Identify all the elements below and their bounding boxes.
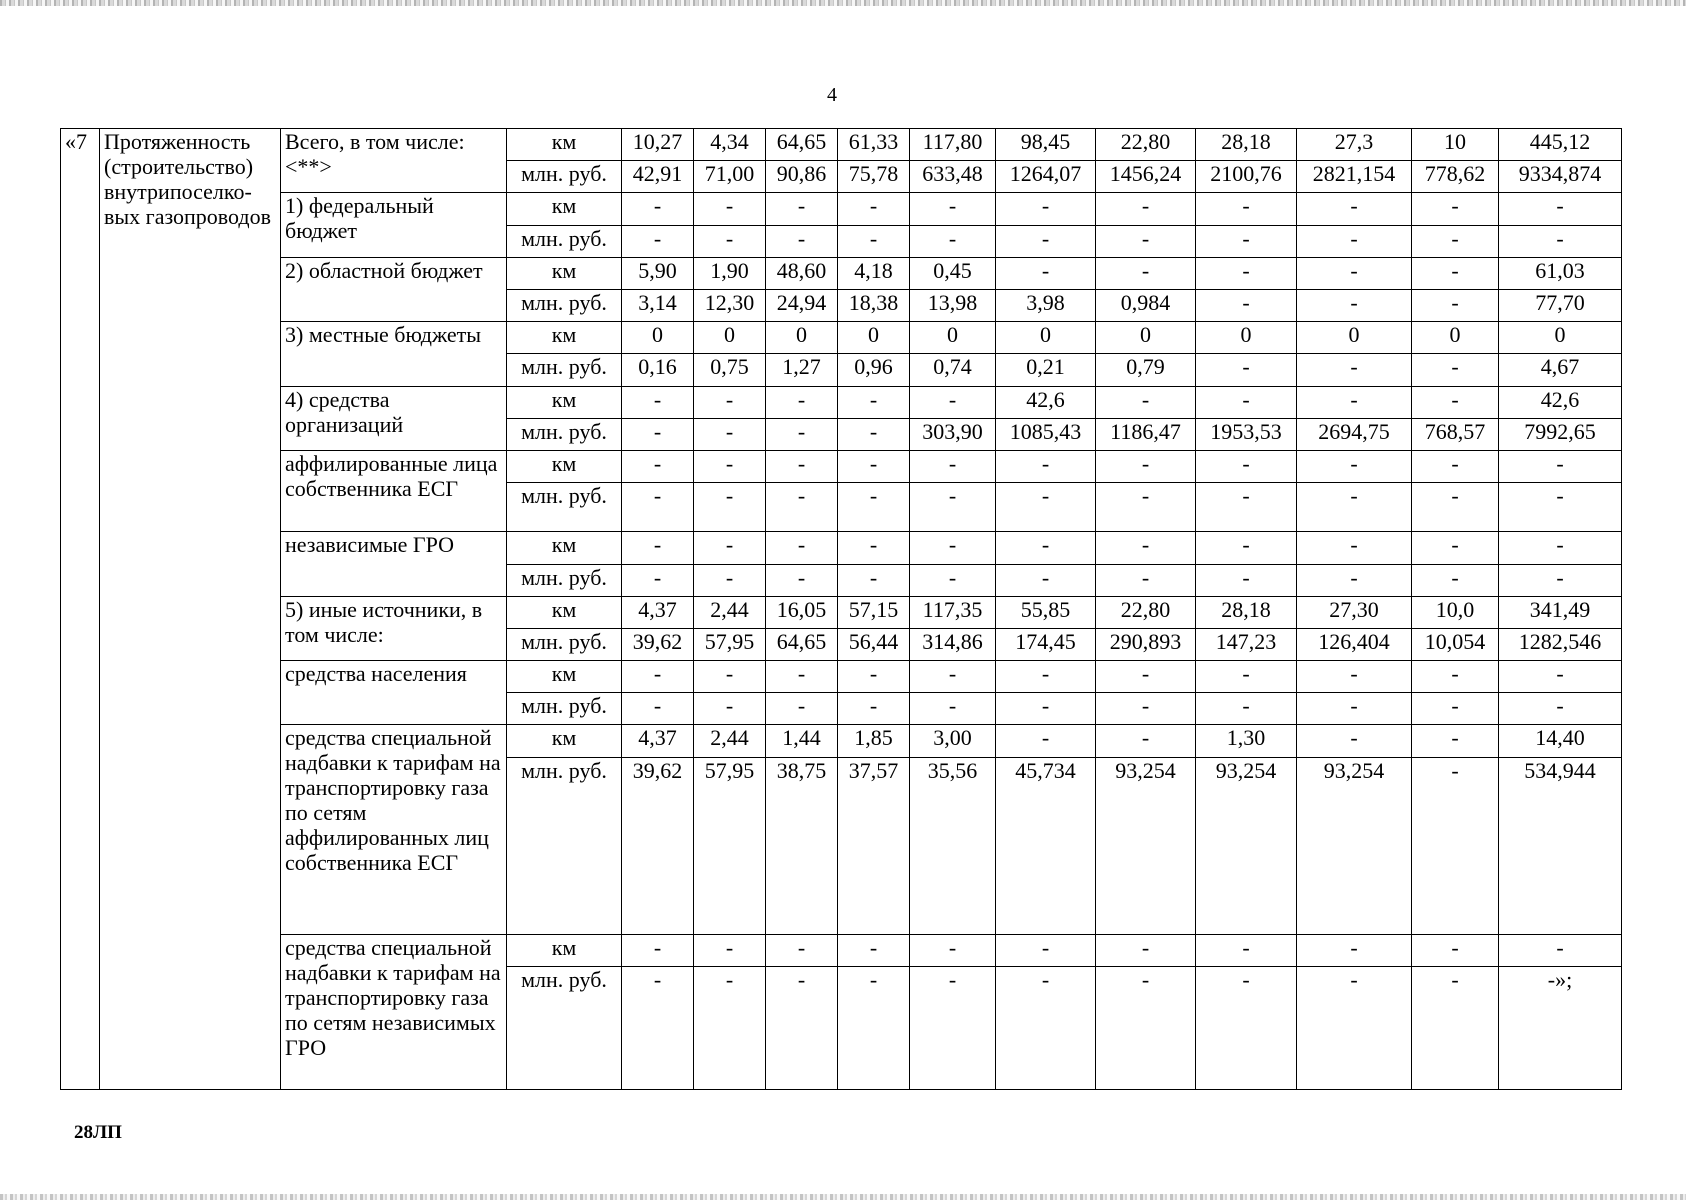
- value-cell: -: [1297, 289, 1412, 321]
- value-cell: -: [622, 418, 694, 450]
- value-cell: 445,12: [1499, 129, 1622, 161]
- value-cell: 35,56: [910, 757, 996, 934]
- unit-cell: км: [507, 532, 622, 564]
- value-cell: 0: [996, 322, 1096, 354]
- value-cell: -: [1196, 354, 1297, 386]
- value-cell: 290,893: [1096, 628, 1196, 660]
- value-cell: 28,18: [1196, 129, 1297, 161]
- table-row: [61, 322, 1622, 354]
- value-cell: -: [996, 661, 1096, 693]
- source-cell: 4) средства организаций: [281, 386, 507, 450]
- value-cell: -: [1096, 693, 1196, 725]
- value-cell: -»;: [1499, 966, 1622, 1089]
- value-cell: -: [1297, 193, 1412, 225]
- value-cell: 3,98: [996, 289, 1096, 321]
- value-cell: 7992,65: [1499, 418, 1622, 450]
- value-cell: -: [1297, 386, 1412, 418]
- value-cell: 42,6: [996, 386, 1096, 418]
- value-cell: 0: [1297, 322, 1412, 354]
- value-cell: 64,65: [766, 628, 838, 660]
- value-cell: 4,18: [838, 257, 910, 289]
- value-cell: -: [1196, 532, 1297, 564]
- value-cell: 64,65: [766, 129, 838, 161]
- value-cell: -: [694, 193, 766, 225]
- value-cell: 42,6: [1499, 386, 1622, 418]
- value-cell: 126,404: [1297, 628, 1412, 660]
- value-cell: 4,67: [1499, 354, 1622, 386]
- value-cell: -: [1412, 354, 1499, 386]
- value-cell: -: [1297, 934, 1412, 966]
- value-cell: 0: [1196, 322, 1297, 354]
- row-number: «7: [61, 129, 100, 1090]
- value-cell: 2100,76: [1196, 161, 1297, 193]
- value-cell: -: [1412, 693, 1499, 725]
- value-cell: 18,38: [838, 289, 910, 321]
- value-cell: 1282,546: [1499, 628, 1622, 660]
- value-cell: -: [1297, 532, 1412, 564]
- value-cell: -: [838, 483, 910, 532]
- value-cell: -: [622, 966, 694, 1089]
- value-cell: 1085,43: [996, 418, 1096, 450]
- value-cell: -: [1196, 483, 1297, 532]
- value-cell: 0,96: [838, 354, 910, 386]
- value-cell: 57,95: [694, 628, 766, 660]
- value-cell: -: [838, 418, 910, 450]
- value-cell: -: [838, 934, 910, 966]
- value-cell: 10,0: [1412, 596, 1499, 628]
- value-cell: -: [1412, 289, 1499, 321]
- value-cell: 0: [1096, 322, 1196, 354]
- value-cell: -: [1196, 193, 1297, 225]
- value-cell: -: [1499, 532, 1622, 564]
- value-cell: -: [694, 386, 766, 418]
- value-cell: 24,94: [766, 289, 838, 321]
- source-cell: 3) местные бюджеты: [281, 322, 507, 386]
- value-cell: -: [1096, 532, 1196, 564]
- value-cell: 10: [1412, 129, 1499, 161]
- value-cell: -: [838, 532, 910, 564]
- value-cell: -: [1412, 757, 1499, 934]
- source-cell: 1) федеральный бюджет: [281, 193, 507, 257]
- value-cell: -: [622, 564, 694, 596]
- value-cell: -: [694, 225, 766, 257]
- value-cell: 117,80: [910, 129, 996, 161]
- unit-cell: млн. руб.: [507, 161, 622, 193]
- value-cell: -: [1096, 225, 1196, 257]
- value-cell: 10,27: [622, 129, 694, 161]
- value-cell: 0: [766, 322, 838, 354]
- value-cell: -: [838, 225, 910, 257]
- value-cell: -: [1096, 934, 1196, 966]
- value-cell: 768,57: [1412, 418, 1499, 450]
- unit-cell: млн. руб.: [507, 354, 622, 386]
- value-cell: -: [996, 934, 1096, 966]
- value-cell: 1264,07: [996, 161, 1096, 193]
- value-cell: 71,00: [694, 161, 766, 193]
- value-cell: -: [1412, 661, 1499, 693]
- value-cell: -: [910, 532, 996, 564]
- value-cell: 27,30: [1297, 596, 1412, 628]
- unit-cell: км: [507, 386, 622, 418]
- unit-cell: км: [507, 450, 622, 482]
- value-cell: -: [622, 483, 694, 532]
- source-cell: Всего, в том числе: <**>: [281, 129, 507, 193]
- value-cell: -: [1196, 564, 1297, 596]
- unit-cell: км: [507, 322, 622, 354]
- value-cell: 314,86: [910, 628, 996, 660]
- value-cell: -: [1499, 225, 1622, 257]
- value-cell: 2821,154: [1297, 161, 1412, 193]
- value-cell: 0,74: [910, 354, 996, 386]
- value-cell: -: [996, 193, 1096, 225]
- value-cell: -: [694, 483, 766, 532]
- value-cell: -: [694, 693, 766, 725]
- value-cell: 98,45: [996, 129, 1096, 161]
- value-cell: 4,34: [694, 129, 766, 161]
- value-cell: -: [622, 532, 694, 564]
- table-row: [61, 725, 1622, 757]
- scan-edge-top: [0, 0, 1686, 6]
- value-cell: -: [1297, 483, 1412, 532]
- value-cell: -: [694, 450, 766, 482]
- value-cell: -: [1196, 225, 1297, 257]
- value-cell: -: [622, 450, 694, 482]
- value-cell: -: [694, 966, 766, 1089]
- source-cell: средства населения: [281, 661, 507, 725]
- unit-cell: млн. руб.: [507, 757, 622, 934]
- value-cell: -: [622, 934, 694, 966]
- value-cell: 5,90: [622, 257, 694, 289]
- value-cell: 77,70: [1499, 289, 1622, 321]
- value-cell: -: [1196, 966, 1297, 1089]
- value-cell: 0,21: [996, 354, 1096, 386]
- unit-cell: млн. руб.: [507, 289, 622, 321]
- value-cell: -: [1196, 693, 1297, 725]
- value-cell: -: [1499, 661, 1622, 693]
- value-cell: 38,75: [766, 757, 838, 934]
- value-cell: 174,45: [996, 628, 1096, 660]
- value-cell: -: [1297, 966, 1412, 1089]
- value-cell: -: [1297, 450, 1412, 482]
- value-cell: -: [622, 661, 694, 693]
- table-row: [61, 257, 1622, 289]
- value-cell: 16,05: [766, 596, 838, 628]
- value-cell: 57,95: [694, 757, 766, 934]
- value-cell: -: [1297, 225, 1412, 257]
- value-cell: 3,00: [910, 725, 996, 757]
- value-cell: -: [1297, 725, 1412, 757]
- value-cell: 0,75: [694, 354, 766, 386]
- table-row: [61, 532, 1622, 564]
- value-cell: -: [766, 483, 838, 532]
- value-cell: 56,44: [838, 628, 910, 660]
- value-cell: 28,18: [1196, 596, 1297, 628]
- value-cell: -: [1499, 564, 1622, 596]
- value-cell: -: [996, 225, 1096, 257]
- value-cell: -: [838, 386, 910, 418]
- value-cell: -: [622, 386, 694, 418]
- value-cell: -: [1096, 725, 1196, 757]
- value-cell: -: [838, 564, 910, 596]
- value-cell: 633,48: [910, 161, 996, 193]
- value-cell: -: [1412, 966, 1499, 1089]
- value-cell: -: [1196, 450, 1297, 482]
- value-cell: 0: [910, 322, 996, 354]
- value-cell: 45,734: [996, 757, 1096, 934]
- value-cell: 0,984: [1096, 289, 1196, 321]
- value-cell: -: [1297, 661, 1412, 693]
- value-cell: 14,40: [1499, 725, 1622, 757]
- value-cell: 90,86: [766, 161, 838, 193]
- value-cell: -: [996, 564, 1096, 596]
- value-cell: -: [996, 257, 1096, 289]
- unit-cell: км: [507, 257, 622, 289]
- value-cell: 2694,75: [1297, 418, 1412, 450]
- value-cell: -: [766, 661, 838, 693]
- value-cell: 1,30: [1196, 725, 1297, 757]
- value-cell: -: [694, 418, 766, 450]
- value-cell: 0: [838, 322, 910, 354]
- value-cell: 2,44: [694, 725, 766, 757]
- value-cell: 42,91: [622, 161, 694, 193]
- source-cell: 5) иные источники, в том числе:: [281, 596, 507, 660]
- source-cell: независимые ГРО: [281, 532, 507, 596]
- value-cell: -: [1196, 934, 1297, 966]
- value-cell: -: [766, 564, 838, 596]
- value-cell: -: [1499, 450, 1622, 482]
- value-cell: 0,16: [622, 354, 694, 386]
- value-cell: 0,79: [1096, 354, 1196, 386]
- value-cell: -: [1196, 661, 1297, 693]
- value-cell: 39,62: [622, 628, 694, 660]
- indicator-cell: Протяженность (строительство) внутрипоселко-вых газопроводов: [100, 129, 281, 1090]
- value-cell: 0: [1412, 322, 1499, 354]
- value-cell: -: [1096, 386, 1196, 418]
- value-cell: -: [1499, 693, 1622, 725]
- source-cell: 2) областной бюджет: [281, 257, 507, 321]
- value-cell: -: [1499, 193, 1622, 225]
- scan-edge-bottom: [0, 1194, 1686, 1200]
- value-cell: -: [910, 225, 996, 257]
- value-cell: -: [910, 483, 996, 532]
- value-cell: 39,62: [622, 757, 694, 934]
- value-cell: -: [910, 966, 996, 1089]
- value-cell: -: [1096, 661, 1196, 693]
- value-cell: -: [996, 483, 1096, 532]
- value-cell: -: [838, 450, 910, 482]
- value-cell: -: [766, 450, 838, 482]
- value-cell: -: [1096, 483, 1196, 532]
- value-cell: -: [1096, 450, 1196, 482]
- unit-cell: млн. руб.: [507, 628, 622, 660]
- value-cell: -: [996, 693, 1096, 725]
- unit-cell: км: [507, 661, 622, 693]
- value-cell: -: [838, 661, 910, 693]
- value-cell: -: [1297, 564, 1412, 596]
- table-row: [61, 386, 1622, 418]
- value-cell: 1,27: [766, 354, 838, 386]
- value-cell: 2,44: [694, 596, 766, 628]
- funding-table: [60, 128, 1622, 1090]
- value-cell: 1953,53: [1196, 418, 1297, 450]
- value-cell: -: [996, 966, 1096, 1089]
- value-cell: -: [910, 934, 996, 966]
- value-cell: 37,57: [838, 757, 910, 934]
- value-cell: 27,3: [1297, 129, 1412, 161]
- value-cell: -: [996, 725, 1096, 757]
- value-cell: 1,85: [838, 725, 910, 757]
- value-cell: -: [1412, 934, 1499, 966]
- value-cell: -: [694, 661, 766, 693]
- value-cell: -: [1412, 483, 1499, 532]
- source-cell: средства специальной надбавки к тарифам на транспортировку газа по сетям аффилированных лиц собственника ЕСГ: [281, 725, 507, 934]
- value-cell: 341,49: [1499, 596, 1622, 628]
- value-cell: -: [1412, 193, 1499, 225]
- value-cell: 93,254: [1096, 757, 1196, 934]
- value-cell: -: [1096, 193, 1196, 225]
- value-cell: -: [766, 225, 838, 257]
- value-cell: 61,03: [1499, 257, 1622, 289]
- value-cell: -: [910, 661, 996, 693]
- value-cell: -: [766, 693, 838, 725]
- value-cell: -: [1196, 289, 1297, 321]
- value-cell: 1,90: [694, 257, 766, 289]
- value-cell: 1,44: [766, 725, 838, 757]
- value-cell: -: [1412, 725, 1499, 757]
- table-row: [61, 129, 1622, 161]
- value-cell: -: [838, 193, 910, 225]
- value-cell: 0,45: [910, 257, 996, 289]
- value-cell: -: [766, 193, 838, 225]
- value-cell: -: [622, 693, 694, 725]
- value-cell: -: [766, 532, 838, 564]
- value-cell: 93,254: [1196, 757, 1297, 934]
- value-cell: -: [766, 418, 838, 450]
- unit-cell: км: [507, 596, 622, 628]
- value-cell: 12,30: [694, 289, 766, 321]
- value-cell: 48,60: [766, 257, 838, 289]
- value-cell: -: [1297, 257, 1412, 289]
- value-cell: 0: [694, 322, 766, 354]
- value-cell: 61,33: [838, 129, 910, 161]
- value-cell: -: [694, 934, 766, 966]
- source-cell: средства специальной надбавки к тарифам на транспортировку газа по сетям независимых ГРО: [281, 934, 507, 1089]
- value-cell: 57,15: [838, 596, 910, 628]
- value-cell: -: [910, 193, 996, 225]
- value-cell: -: [1297, 693, 1412, 725]
- value-cell: 0: [622, 322, 694, 354]
- table-row: [61, 934, 1622, 966]
- value-cell: 303,90: [910, 418, 996, 450]
- value-cell: -: [694, 564, 766, 596]
- value-cell: -: [838, 966, 910, 1089]
- unit-cell: км: [507, 193, 622, 225]
- value-cell: 93,254: [1297, 757, 1412, 934]
- value-cell: 0: [1499, 322, 1622, 354]
- value-cell: -: [996, 450, 1096, 482]
- value-cell: -: [1499, 934, 1622, 966]
- value-cell: -: [1096, 257, 1196, 289]
- value-cell: -: [1412, 225, 1499, 257]
- value-cell: 9334,874: [1499, 161, 1622, 193]
- unit-cell: млн. руб.: [507, 483, 622, 532]
- value-cell: -: [1412, 564, 1499, 596]
- source-cell: аффилированные лица собственника ЕСГ: [281, 450, 507, 531]
- table-row: [61, 193, 1622, 225]
- unit-cell: млн. руб.: [507, 564, 622, 596]
- page-number: 4: [827, 84, 837, 106]
- value-cell: -: [1412, 257, 1499, 289]
- value-cell: -: [1499, 483, 1622, 532]
- value-cell: -: [694, 532, 766, 564]
- value-cell: -: [1096, 966, 1196, 1089]
- value-cell: -: [1096, 564, 1196, 596]
- value-cell: -: [766, 934, 838, 966]
- value-cell: -: [766, 966, 838, 1089]
- value-cell: 147,23: [1196, 628, 1297, 660]
- value-cell: -: [996, 532, 1096, 564]
- value-cell: 1186,47: [1096, 418, 1196, 450]
- value-cell: -: [622, 225, 694, 257]
- unit-cell: км: [507, 934, 622, 966]
- value-cell: -: [910, 450, 996, 482]
- value-cell: 534,944: [1499, 757, 1622, 934]
- value-cell: -: [1412, 386, 1499, 418]
- value-cell: -: [622, 193, 694, 225]
- value-cell: 75,78: [838, 161, 910, 193]
- value-cell: -: [1412, 450, 1499, 482]
- table-row: [61, 596, 1622, 628]
- value-cell: -: [1297, 354, 1412, 386]
- value-cell: -: [766, 386, 838, 418]
- unit-cell: млн. руб.: [507, 966, 622, 1089]
- value-cell: 3,14: [622, 289, 694, 321]
- value-cell: -: [910, 693, 996, 725]
- value-cell: 778,62: [1412, 161, 1499, 193]
- unit-cell: км: [507, 725, 622, 757]
- value-cell: 4,37: [622, 725, 694, 757]
- value-cell: -: [1412, 532, 1499, 564]
- value-cell: -: [910, 564, 996, 596]
- unit-cell: млн. руб.: [507, 225, 622, 257]
- table-row: [61, 661, 1622, 693]
- value-cell: 4,37: [622, 596, 694, 628]
- value-cell: 22,80: [1096, 596, 1196, 628]
- value-cell: -: [1196, 386, 1297, 418]
- value-cell: 117,35: [910, 596, 996, 628]
- value-cell: -: [838, 693, 910, 725]
- value-cell: 55,85: [996, 596, 1096, 628]
- value-cell: -: [910, 386, 996, 418]
- unit-cell: км: [507, 129, 622, 161]
- value-cell: 13,98: [910, 289, 996, 321]
- table-row: [61, 450, 1622, 482]
- value-cell: 1456,24: [1096, 161, 1196, 193]
- value-cell: 10,054: [1412, 628, 1499, 660]
- footer-code: 28ЛП: [74, 1122, 122, 1143]
- value-cell: 22,80: [1096, 129, 1196, 161]
- unit-cell: млн. руб.: [507, 418, 622, 450]
- unit-cell: млн. руб.: [507, 693, 622, 725]
- value-cell: -: [1196, 257, 1297, 289]
